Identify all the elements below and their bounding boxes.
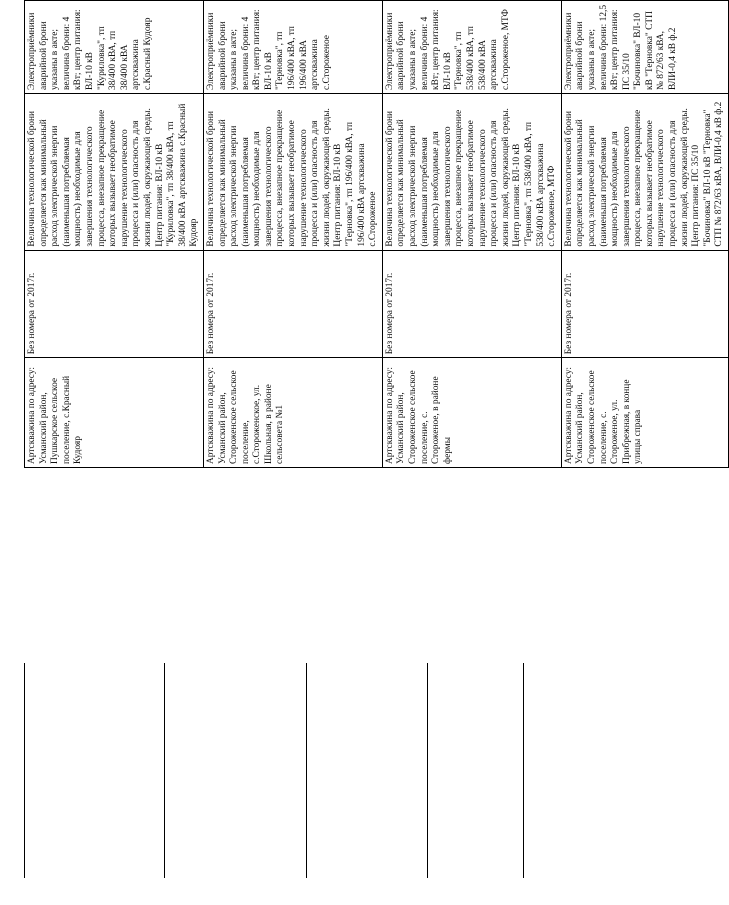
tech-reserve-cell: Величина технологической брони определяется как минимальный расход электрической энергии (наименьшая потребляемая мощность) необходимые для завершения технологического процесса, внезапное прекращение которых вызывает необратимое нарушение технологического процесса и (или) опасность для жизни людей, окружающей среды. Центр питания: ВЛ-10 кВ "Терновка", тп 538/400 кВА, тп 538/400 кВА артскважина с.Стороженое, МТФ [382, 93, 561, 250]
divider-line [427, 663, 428, 878]
tech-reserve-cell: Величина технологической брони определяется как минимальный расход электрической энергии (наименьшая потребляемая мощность) необходимые для завершения технологического процесса, внезапное прекращение которых вызывает необратимое нарушение технологического процесса и (или) опасность для жизни людей, окружающей среды. Центр питания: ВЛ-10 кВ "Терновка", тп 196/400 кВА, тп 196/400 кВА артскважина с.Стороженое [203, 93, 382, 250]
table-row [561, 1, 728, 468]
emergency-reserve-cell: Электроприёмники аварийной брони указаны в акте; величина брони: 4 кВт; центр питания: ВЛ-10 кВ "Терновка", тп 538/400 кВА, тп 538/400 кВА артскважина с.Стороженое, МТФ [382, 1, 561, 94]
address-cell: Артскважина по адресу: Усманский район, Пушкарское сельское поселение, с.Красный Кудояр [25, 358, 204, 468]
emergency-reserve-cell: Электроприёмники аварийной брони указаны в акте; величина брони: 12,5 кВт; центр питания: ПС 35/10 "Бочиновка" ВЛ-10 кВ "Терновка" СТП № 872/63 кВА, ВЛИ-0,4 кВ ф.2 [561, 1, 728, 94]
emergency-reserve-cell: Электроприёмники аварийной брони указаны в акте; величина брони: 4 кВт; центр питания: ВЛ-10 кВ "Куриловка", тп 38/400 кВА, тп 38/400 кВА артскважина с.Красный Кудояр [25, 1, 204, 94]
emergency-reserve-cell: Электроприёмники аварийной брони указаны в акте; величина брони: 4 кВт; центр питания: ВЛ-10 кВ "Терновка", тп 196/400 кВА, тп 196/400 кВА артскважина с.Стороженое [203, 1, 382, 94]
divider-line [306, 663, 307, 878]
document-cell: Без номера от 2017г. [561, 250, 728, 358]
tech-reserve-cell: Величина технологической брони определяется как минимальный расход электрической энергии (наименьшая потребляемая мощность) необходимые для завершения технологического процесса, внезапное прекращение которых вызывает необратимое нарушение технологического процесса и (или) опасность для жизни людей, окружающей среды. Центр питания: ВЛ-10 кВ "Куриловка", тп 38/400 кВА, тп 38/400 кВА артскважина с.Красный Кудояр [25, 93, 204, 250]
reservation-table [24, 0, 729, 468]
table-row [203, 1, 382, 468]
divider-line [164, 663, 165, 878]
table-row [382, 1, 561, 468]
address-cell: Артскважина по адресу: Усманский район, Стороженское сельское поселение, с. Стороженое, в районе фермы [382, 358, 561, 468]
table-row [25, 1, 204, 468]
document-cell: Без номера от 2017г. [203, 250, 382, 358]
divider-line [523, 663, 524, 878]
document-cell: Без номера от 2017г. [25, 250, 204, 358]
address-cell: Артскважина по адресу: Усманский район, Стороженское сельское поселение, с.Стороженское, ул. Школьная, в районе сельсовета №1 [203, 358, 382, 468]
address-cell: Артскважина по адресу: Усманский район, Стороженское сельское поселение, с. Стороженое, ул. Прибрежная, в конце улицы справа [561, 358, 728, 468]
tech-reserve-cell: Величина технологической брони определяется как минимальный расход электрической энергии (наименьшая потребляемая мощность) необходимые для завершения технологического процесса, внезапное прекращение которых вызывает необратимое нарушение технологического процесса и (или) опасность для жизни людей, окружающей среды. Центр питания: ПС 35/10 "Бочиновка" ВЛ-10 кВ "Терновка" СТП № 872/63 кВА, ВЛИ-0,4 кВ ф.2 [561, 93, 728, 250]
document-cell: Без номера от 2017г. [382, 250, 561, 358]
divider-line [24, 663, 25, 878]
